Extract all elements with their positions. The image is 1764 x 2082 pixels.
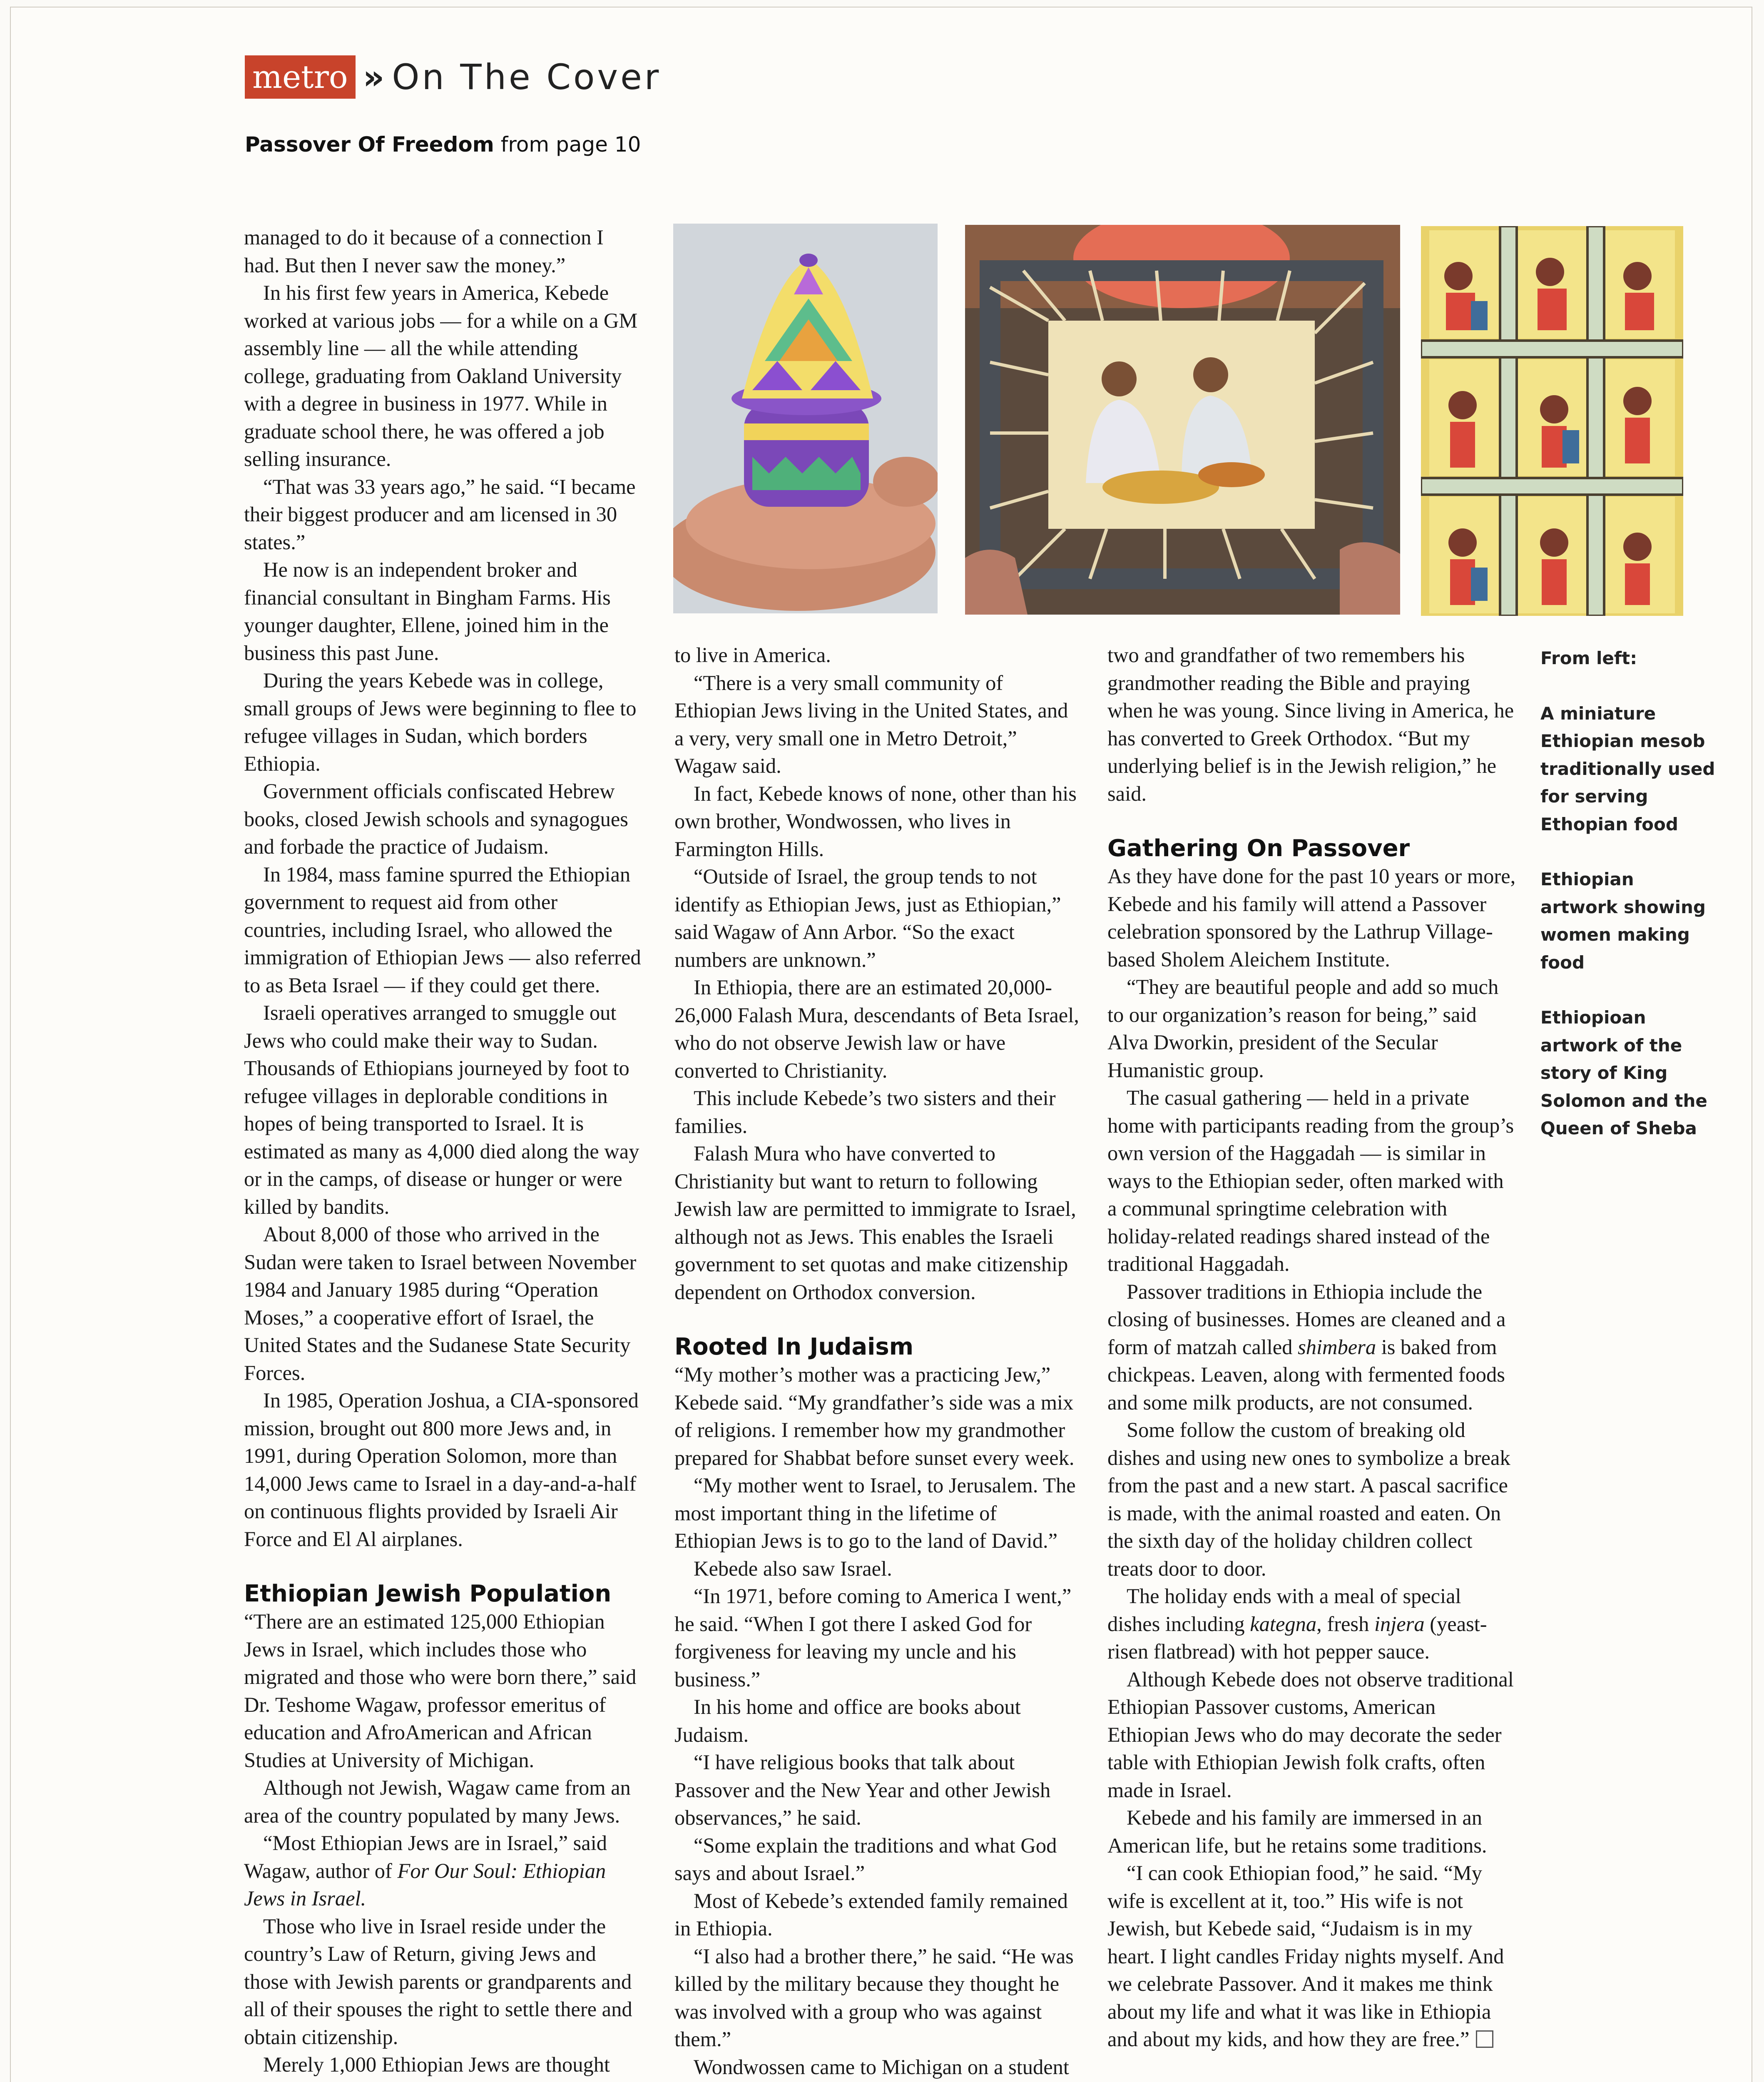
subhead-ethiopian-jewish-population: Ethiopian Jewish Population — [244, 1580, 612, 1607]
caption-lead: From left: — [1540, 648, 1637, 668]
paragraph: In 1984, mass famine spurred the Ethiopian government to request aid from other countries, including Israel, who allowed the immigration of Ethiopian Jews — also referred to as Beta Israel — if they could get there. — [244, 862, 641, 997]
continued-title: Passover Of Freedom — [245, 132, 494, 157]
photo-solomon-sheba-artwork — [1421, 226, 1683, 616]
italic-term: shimbera — [1298, 1335, 1376, 1359]
section-title: On The Cover — [392, 57, 662, 97]
photo-mesob-basket — [673, 224, 938, 613]
text-run: “I can cook Ethiopian food,” he said. “My wife is excellent at it, too.” His wife is not Jewish, but Kebede said, “Judaism is in my heart. I light candles Friday nights myself. And we celebrate Passover. And it makes me think about my life and what it was like in Ethiopia and about my kids, and how they are free.” — [1107, 1861, 1504, 2051]
paragraph: The casual gathering — held in a private home with participants reading from the group’s own version of the Haggadah — is similar in ways to the Ethiopian seder, often marked with a communal springtime celebration with holiday-related readings shared instead of the traditional Haggadah. — [1107, 1086, 1514, 1275]
paragraph: This include Kebede’s two sisters and their families. — [674, 1086, 1056, 1138]
paragraph: “They are beautiful people and add so much to our organization’s reason for being,” said Alva Dworkin, president of the Secular Humanistic group. — [1107, 975, 1499, 1082]
paragraph: Those who live in Israel reside under the country’s Law of Return, giving Jews and those with Jewish parents or grandparents and all of their spouses the right to settle there and obtain citizenship. — [244, 1914, 632, 2049]
paragraph: Although not Jewish, Wagaw came from an area of the country populated by many Jews. — [244, 1776, 631, 1827]
paragraph: Wondwossen came to Michigan on a student — [694, 2055, 1069, 2079]
paragraph: Some follow the custom of breaking old dishes and using new ones to symbolize a break from the past and a new start. A pascal sacrifice is made, with the animal roasted and eaten. On the sixth day of the holiday children collect treats door to door. — [1107, 1418, 1510, 1580]
italic-term: kategna — [1250, 1612, 1317, 1636]
paragraph: “Outside of Israel, the group tends to not identify as Ethiopian Jews, just as Ethiopian,” said Wagaw of Ann Arbor. “So the exact numbers are unknown.” — [674, 865, 1061, 971]
article-column-1 — [244, 224, 644, 2079]
caption-item: Ethiopian artwork showing women making food — [1540, 869, 1706, 973]
framed-artwork-illustration — [965, 225, 1400, 615]
paragraph: In his home and office are books about Judaism. — [674, 1695, 1021, 1746]
paragraph — [244, 1829, 644, 1913]
photo-caption — [1540, 645, 1715, 1143]
photo-ethiopian-artwork-women — [965, 225, 1400, 615]
paragraph: Kebede also saw Israel. — [694, 1557, 892, 1580]
paragraph: About 8,000 of those who arrived in the Sudan were taken to Israel between November 1984 and January 1985 during “Operation Moses,” a cooperative effort of Israel, the United States and the Sudanese State Security Forces. — [244, 1223, 637, 1385]
italic-term: injera — [1374, 1612, 1425, 1636]
paragraph: “In 1971, before coming to America I went,” he said. “When I got there I asked God for forgiveness for leaving my uncle and his business.” — [674, 1584, 1072, 1691]
subhead-rooted-in-judaism: Rooted In Judaism — [674, 1333, 914, 1360]
subhead-gathering-on-passover: Gathering On Passover — [1107, 835, 1410, 862]
paragraph: In Ethiopia, there are an estimated 20,000-26,000 Falash Mura, descendants of Beta Israel, who do not observe Jewish law or have converted to Christianity. — [674, 976, 1079, 1082]
paragraph: Kebede and his family are immersed in an American life, but he retains some traditions. — [1107, 1806, 1487, 1857]
article-column-3 — [1107, 641, 1518, 2053]
paragraph: “My mother’s mother was a practicing Jew,” Kebede said. “My grandfather’s side was a mix of religions. I remember how my grandmother prepared for Shabbat before sunset every week. — [674, 1363, 1075, 1469]
end-mark-icon — [1476, 2030, 1493, 2048]
metro-badge: metro — [245, 55, 356, 99]
paragraph: As they have done for the past 10 years or more, Kebede and his family will attend a Passover celebration sponsored by the Lathrup Village-based Sholem Aleichem Institute. — [1107, 864, 1516, 971]
paragraph: two and grandfather of two remembers his grandmother reading the Bible and praying when he was young. Since living in America, he has converted to Greek Orthodox. “But my underlying belief is in the Jewish religion,” he said. — [1107, 643, 1514, 805]
continued-line — [245, 132, 641, 157]
text-run: , fresh — [1316, 1612, 1374, 1636]
section-header — [245, 54, 661, 100]
paragraph: During the years Kebede was in college, small groups of Jews were beginning to flee to refugee villages in Sudan, which borders Ethiopia. — [244, 669, 637, 775]
paragraph: managed to do it because of a connection I had. But then I never saw the money.” — [244, 226, 604, 277]
chevron-icon: » — [363, 57, 385, 97]
paragraph: He now is an independent broker and financial consultant in Bingham Farms. His younger daughter, Ellene, joined him in the business this past June. — [244, 558, 611, 665]
paragraph: “I have religious books that talk about Passover and the New Year and other Jewish observances,” he said. — [674, 1751, 1051, 1829]
paragraph: “There are an estimated 125,000 Ethiopian Jews in Israel, which includes those who migrated and those who were born there,” said Dr. Teshome Wagaw, professor emeritus of education and AfroAmerican and African Studies at University of Michigan. — [244, 1610, 637, 1772]
text-run: is baked from chickpeas. Leaven, along with fermented foods and some milk products, are not consumed. — [1107, 1335, 1505, 1414]
panel-artwork-illustration — [1421, 226, 1683, 616]
mesob-basket-illustration — [673, 224, 938, 613]
text-run: “Most Ethiopian Jews are in Israel,” said Wagaw, author of — [244, 1831, 607, 1883]
paragraph: “Some explain the traditions and what God says and about Israel.” — [674, 1833, 1057, 1885]
continued-from: from page 10 — [500, 132, 641, 157]
paragraph: In fact, Kebede knows of none, other than his own brother, Wondwossen, who lives in Farmington Hills. — [674, 782, 1077, 861]
text-run: The holiday ends with a meal of special dishes including — [1107, 1584, 1461, 1636]
paragraph: Most of Kebede’s extended family remained in Ethiopia. — [674, 1889, 1068, 1940]
text-run: Passover traditions in Ethiopia include the closing of businesses. Homes are cleaned and a form of matzah called — [1107, 1280, 1506, 1359]
paragraph: Government officials confiscated Hebrew books, closed Jewish schools and synagogues and forbade the practice of Judaism. — [244, 780, 628, 858]
book-title: For Our Soul: Ethiopian Jews in Israel. — [244, 1859, 606, 1910]
paragraph: Falash Mura who have converted to Christianity but want to return to following Jewish law are permitted to immigrate to Israel, although not as Jews. This enables the Israeli government to set quotas and make citizenship dependent on Orthodox conversion. — [674, 1142, 1076, 1304]
paragraph: “My mother went to Israel, to Jerusalem. The most important thing in the lifetime of Ethiopian Jews is to go to the land of David.” — [674, 1474, 1076, 1552]
paragraph: “There is a very small community of Ethiopian Jews living in the United States, and a very, very small one in Metro Detroit,” Wagaw said. — [674, 671, 1068, 777]
article-column-2 — [674, 641, 1082, 2082]
paragraph: In 1985, Operation Joshua, a CIA-sponsored mission, brought out 800 more Jews and, in 1991, during Operation Solomon, more than 14,000 Jews came to Israel in a day-and-a-half on continuous flights provided by Israeli Air Force and El Al airplanes. — [244, 1389, 639, 1551]
caption-item: A miniature Ethiopian mesob traditionally used for serving Ethopian food — [1540, 703, 1715, 834]
paragraph — [1107, 1582, 1518, 1666]
paragraph — [1107, 1278, 1518, 1417]
paragraph: Israeli operatives arranged to smuggle out Jews who could make their way to Sudan. Thousands of Ethiopians journeyed by foot to refugee villages in deplorable conditions in hopes of being transported to Israel. It is estimated as many as 4,000 died along the way or in the camps, of disease or hunger or were killed by bandits. — [244, 1001, 639, 1218]
paragraph: In his first few years in America, Kebede worked at various jobs — for a while on a GM assembly line — all the while attending college, graduating from Oakland University with a degree in business in 1977. While in graduate school there, he was offered a job selling insurance. — [244, 281, 638, 471]
paragraph: “I also had a brother there,” he said. “He was killed by the military because they thought he was involved with a group who was against them.” — [674, 1944, 1074, 2051]
paragraph: “That was 33 years ago,” he said. “I became their biggest producer and am licensed in 30 states.” — [244, 475, 636, 554]
paragraph: to live in America. — [674, 643, 831, 667]
text-run: (yeast-risen flatbread) with hot pepper sauce. — [1107, 1612, 1487, 1663]
paragraph: Merely 1,000 Ethiopian Jews are thought — [263, 2053, 610, 2076]
paragraph: Although Kebede does not observe traditional Ethiopian Passover customs, American Ethiopian Jews who do may decorate the seder table with Ethiopian Jewish folk crafts, often made in Israel. — [1107, 1667, 1514, 1802]
caption-item: Ethiopioan artwork of the story of King Solomon and the Queen of Sheba — [1540, 1007, 1707, 1138]
paragraph — [1107, 1859, 1518, 2053]
